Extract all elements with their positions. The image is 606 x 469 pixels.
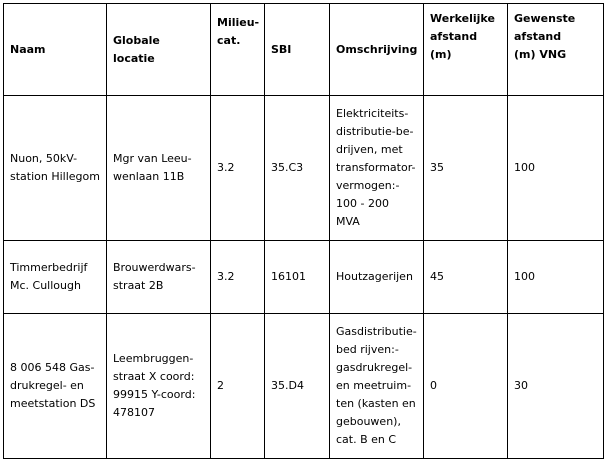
cell-werkelijke-afstand: [424, 314, 508, 459]
header-werkelijke-afstand: [424, 4, 508, 96]
cell-milieucat-text: 3.2: [217, 270, 235, 283]
cell-gewenste-afstand: [508, 96, 604, 241]
cell-omschrijving-text: Gasdistributie- bed rijven:- gasdrukregel- en meetruim- ten (kasten en gebouwen), cat. B en C: [336, 325, 417, 446]
header-globale-locatie-text: Globale locatie: [113, 33, 160, 65]
cell-gewenste-afstand-text: 30: [514, 379, 528, 392]
cell-locatie-text: Mgr van Leeu- wenlaan 11B: [113, 152, 192, 183]
cell-naam-text: Timmerbedrijf Mc. Cullough: [10, 261, 88, 292]
cell-omschrijving-text: Elektriciteits- distributie-be- drijven, met transformator- vermogen:- 100 - 200 MVA: [336, 107, 416, 228]
header-milieucat-text: Milieu- cat.: [217, 16, 260, 47]
cell-milieucat-text: 3.2: [217, 161, 235, 174]
cell-locatie-text: Leembruggen- straat X coord: 99915 Y-coord: 478107: [113, 352, 196, 419]
cell-werkelijke-afstand: [424, 96, 508, 241]
cell-milieucat: [211, 96, 265, 241]
cell-sbi-text: 35.C3: [271, 161, 304, 174]
header-omschrijving: [330, 4, 424, 96]
cell-milieucat-text: 2: [217, 379, 224, 392]
cell-locatie: [107, 314, 211, 459]
table-header-row: [4, 4, 604, 96]
cell-locatie: [107, 96, 211, 241]
cell-omschrijving: [330, 241, 424, 314]
header-gewenste-afstand: [508, 4, 604, 96]
table-row: [4, 314, 604, 459]
cell-sbi: [265, 241, 330, 314]
header-globale-locatie: [107, 4, 211, 96]
cell-omschrijving: [330, 96, 424, 241]
cell-sbi: [265, 96, 330, 241]
cell-naam-text: Nuon, 50kV- station Hillegom: [10, 152, 100, 183]
cell-naam: [4, 241, 107, 314]
header-milieucat: [211, 4, 265, 96]
cell-milieucat: [211, 241, 265, 314]
cell-gewenste-afstand-text: 100: [514, 161, 535, 174]
cell-werkelijke-afstand: [424, 241, 508, 314]
cell-milieucat: [211, 314, 265, 459]
cell-locatie-text: Brouwerdwars- straat 2B: [113, 261, 196, 292]
header-naam-text: Naam: [10, 42, 46, 56]
table-row: [4, 96, 604, 241]
header-sbi-text: SBI: [271, 42, 292, 56]
cell-omschrijving: [330, 314, 424, 459]
cell-omschrijving-text: Houtzagerijen: [336, 270, 413, 283]
facility-distance-table: [3, 3, 604, 459]
cell-sbi-text: 35.D4: [271, 379, 304, 392]
table-row: [4, 241, 604, 314]
cell-gewenste-afstand-text: 100: [514, 270, 535, 283]
header-sbi: [265, 4, 330, 96]
cell-werkelijke-afstand-text: 45: [430, 270, 444, 283]
header-omschrijving-text: Omschrijving: [336, 42, 418, 56]
cell-werkelijke-afstand-text: 35: [430, 161, 444, 174]
header-gewenste-afstand-text: Gewenste afstand (m) VNG: [514, 12, 576, 61]
cell-naam: [4, 314, 107, 459]
cell-sbi: [265, 314, 330, 459]
cell-naam-text: 8 006 548 Gas- drukregel- en meetstation DS: [10, 361, 96, 410]
cell-werkelijke-afstand-text: 0: [430, 379, 437, 392]
cell-naam: [4, 96, 107, 241]
cell-gewenste-afstand: [508, 241, 604, 314]
cell-sbi-text: 16101: [271, 270, 306, 283]
cell-gewenste-afstand: [508, 314, 604, 459]
header-werkelijke-afstand-text: Werkelijke afstand (m): [430, 12, 495, 61]
cell-locatie: [107, 241, 211, 314]
header-naam: [4, 4, 107, 96]
